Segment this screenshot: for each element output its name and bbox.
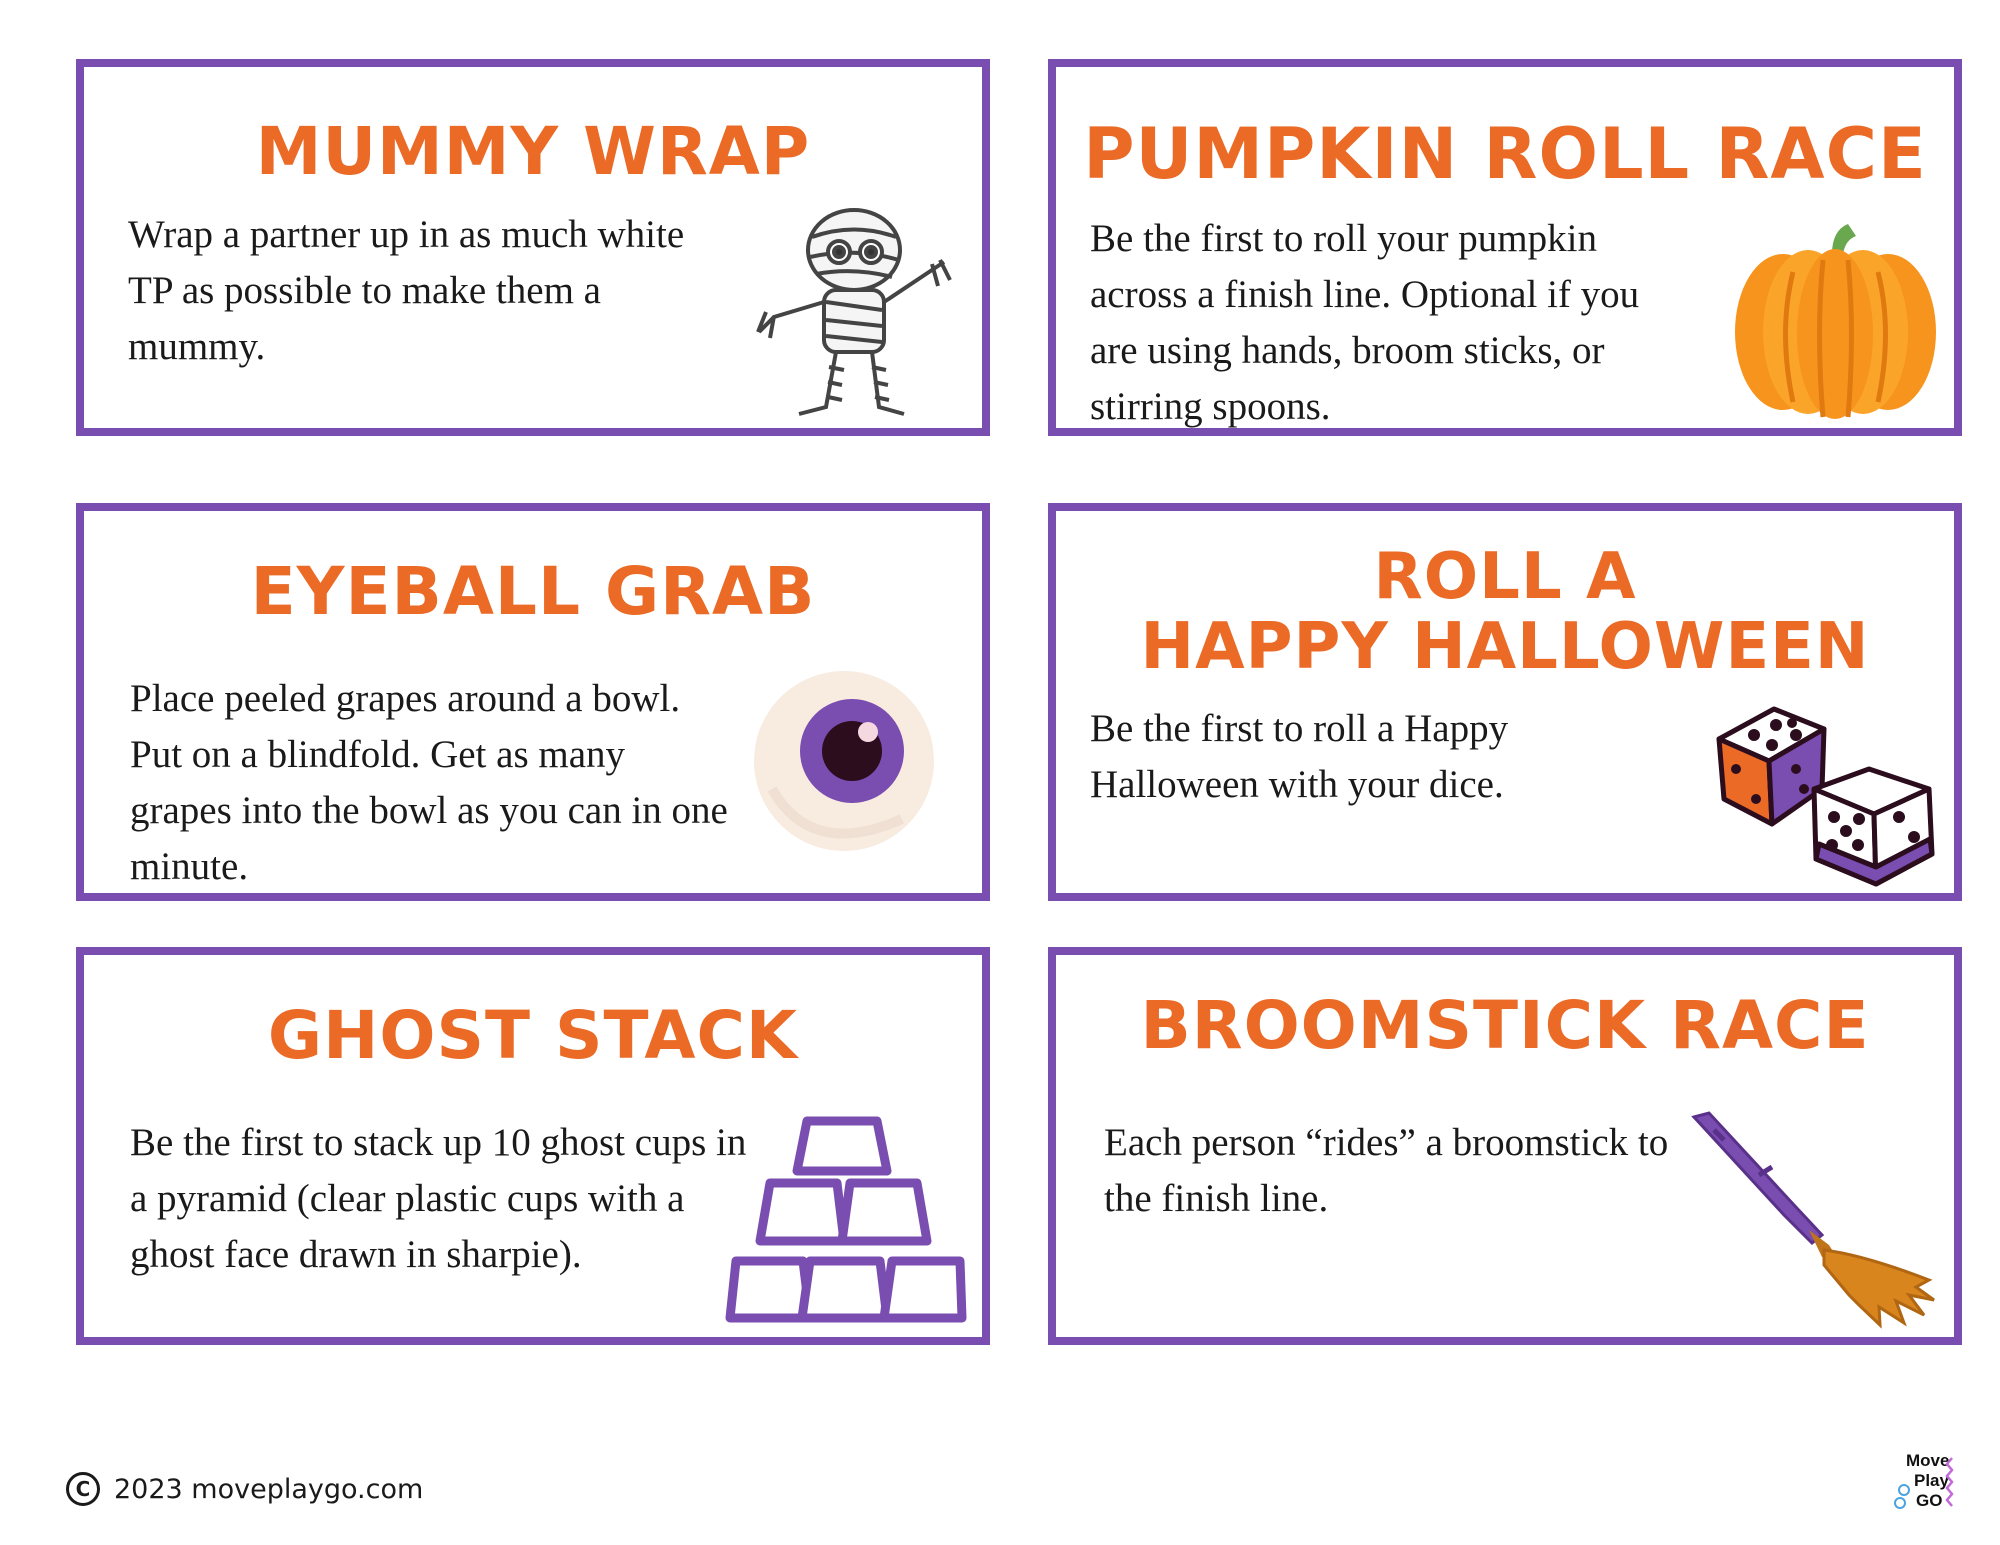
- card-text: Be the first to roll your pumpkin across a finish line. Optional if you are using hands, broom sticks, or stirring spoons.: [1090, 217, 1640, 428]
- card-pumpkin-roll-race: [1048, 59, 1962, 436]
- copyright-icon: C: [66, 1472, 100, 1506]
- dice-icon: [1704, 689, 1949, 894]
- card-text: Place peeled grapes around a bowl. Put on a blindfold. Get as many grapes into the bowl as you can in one minute.: [130, 677, 728, 888]
- pumpkin-icon: [1728, 212, 1943, 422]
- logo-line-3: GO: [1916, 1491, 1943, 1510]
- card-text: Be the first to stack up 10 ghost cups in a pyramid (clear plastic cups with a ghost face drawn in sharpie).: [130, 1121, 747, 1276]
- card-text: Wrap a partner up in as much white TP as possible to make them a mummy.: [128, 213, 685, 368]
- card-text: Each person “rides” a broomstick to the finish line.: [1104, 1121, 1669, 1220]
- card-title-line-1: ROLL A: [1373, 540, 1637, 614]
- cup-pyramid-icon: [722, 1113, 967, 1333]
- broomstick-icon: [1684, 1105, 1949, 1330]
- card-title: [1056, 540, 1954, 684]
- card-roll-a-happy-halloween: [1048, 503, 1962, 901]
- footer-copyright: [66, 1472, 423, 1506]
- card-title: BROOMSTICK RACE: [1140, 987, 1870, 1064]
- card-broomstick-race: [1048, 947, 1962, 1345]
- footer-text: 2023 moveplaygo.com: [114, 1473, 424, 1505]
- card-title: MUMMY WRAP: [255, 113, 811, 190]
- logo-line-2: Play: [1914, 1471, 1949, 1490]
- card-text: Be the first to roll a Happy Halloween with your dice.: [1090, 707, 1509, 806]
- move-play-go-logo: [1880, 1448, 1960, 1528]
- card-eyeball-grab: [76, 503, 990, 901]
- card-ghost-stack: [76, 947, 990, 1345]
- card-title: GHOST STACK: [267, 997, 799, 1074]
- mummy-icon: [744, 202, 974, 427]
- card-title: EYEBALL GRAB: [250, 553, 816, 630]
- logo-line-1: Move: [1906, 1451, 1950, 1470]
- card-mummy-wrap: [76, 59, 990, 436]
- card-title-line-2: HAPPY HALLOWEEN: [1140, 610, 1870, 684]
- eyeball-icon: [752, 669, 936, 853]
- card-title: PUMPKIN ROLL RACE: [1083, 113, 1927, 195]
